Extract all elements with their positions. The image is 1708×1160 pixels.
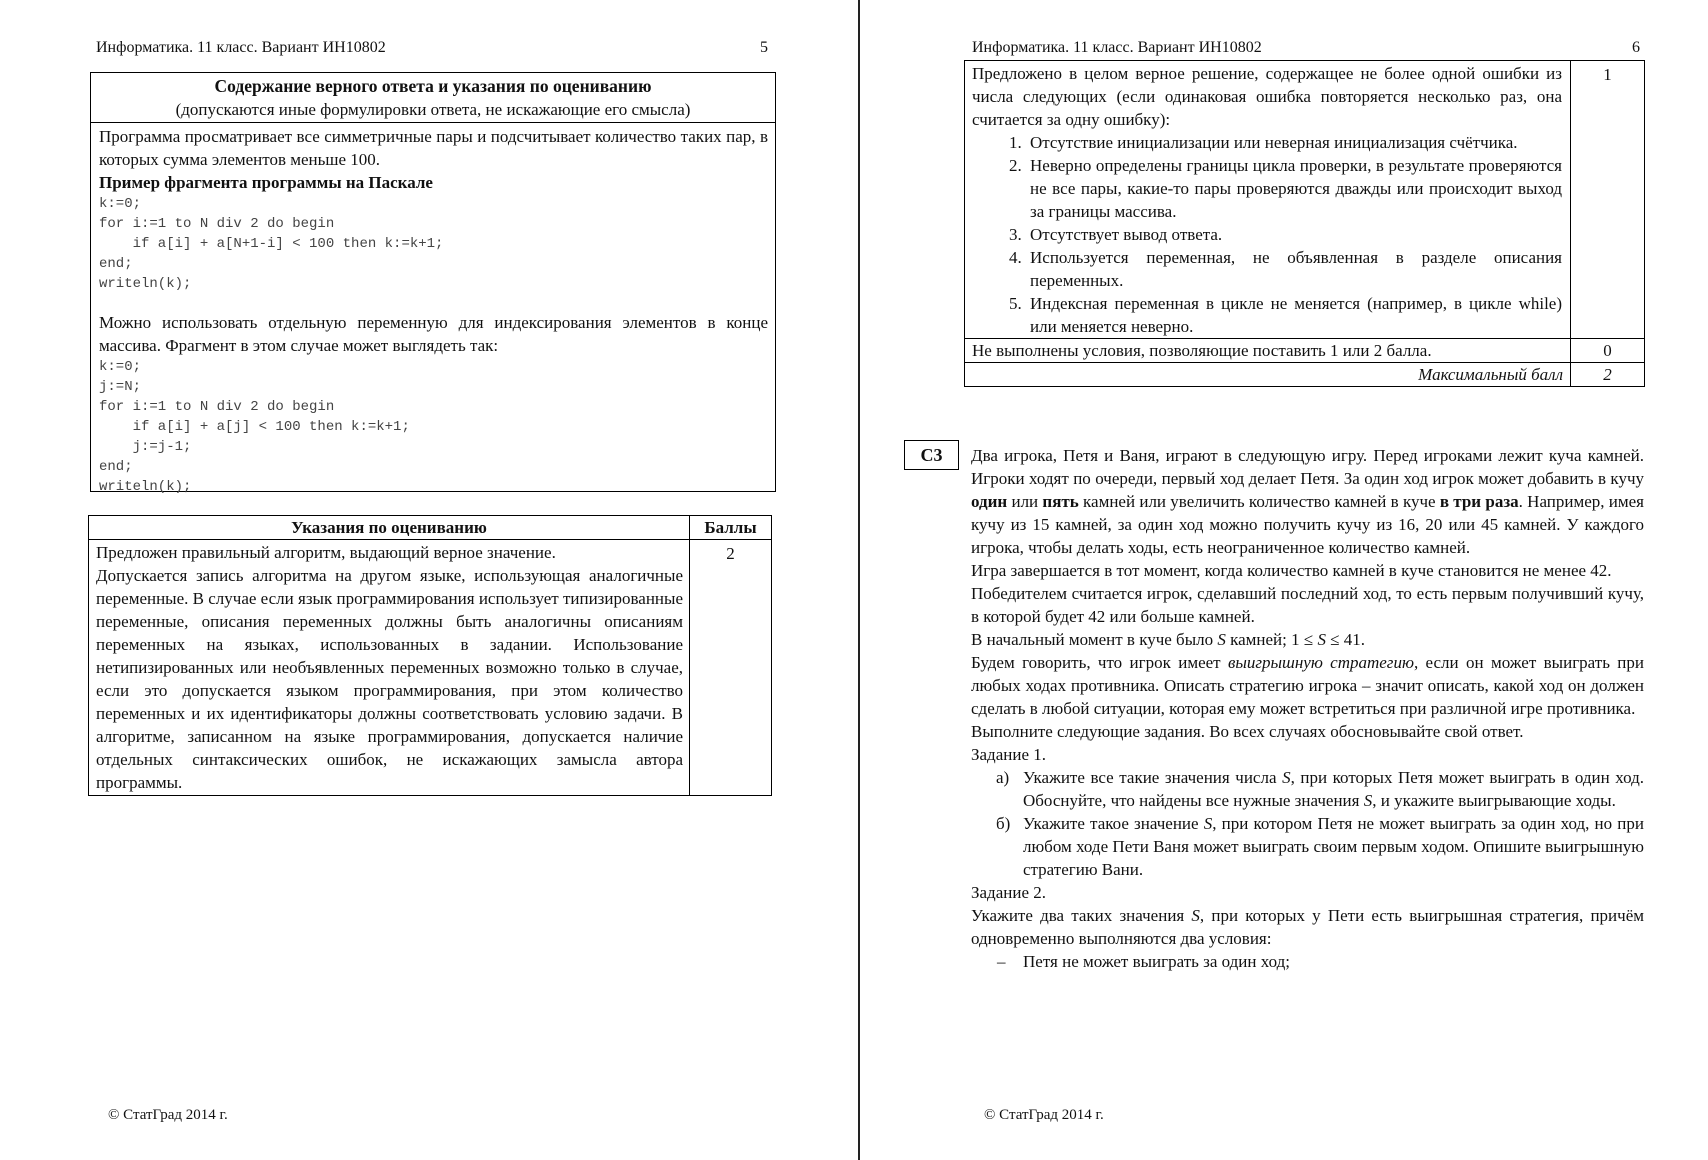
error-item: 2. Неверно определены границы цикла проверки, в результате проверяются не все пары, какие-то пары проверяются дважды или происходит выход за границы массива. xyxy=(1026,154,1562,223)
criteria-intro: Предложено в целом верное решение, содержащее не более одной ошибки из числа следующих (если одинаковая ошибка повторяется несколько раз, она считается за одну ошибку): xyxy=(972,64,1562,129)
task-c3-text xyxy=(971,444,1644,973)
c3-paragraph-3: Победителем считается игрок, сделавший последний ход, то есть первым получивший кучу, в которой будет 42 или больше камней. xyxy=(971,584,1644,626)
c3-paragraph-1: Два игрока, Петя и Ваня, играют в следующую игру. Перед игроками лежит куча камней. Игроки ходят по очереди, первый ход делает Петя. За один ход игрок может добавить в кучу один или пять камней или увеличить количество камней в куче в три раза. Например, имея кучу из 15 камней, за один ход можно получить кучу из 16, 20 или 45 камней. У каждого игрока, чтобы делать ходы, есть неограниченное количество камней. xyxy=(971,446,1645,557)
page-header xyxy=(972,36,1640,59)
alt-text: Можно использовать отдельную переменную для индексирования элементов в конце массива. Фрагмент в этом случае может выглядеть так: xyxy=(99,313,768,355)
answer-intro: Программа просматривает все симметричные пары и подсчитывает количество таких пар, в которых сумма элементов меньше 100. xyxy=(99,127,768,169)
code-fragment-2: k:=0; j:=N; for i:=1 to N div 2 do begin if a[i] + a[j] < 100 then k:=k+1; j:=j-1; end; writeln(k); xyxy=(99,359,410,495)
task2-condition: – Петя не может выиграть за один ход; xyxy=(1023,950,1644,973)
criteria-cell xyxy=(89,540,690,796)
error-item: 4. Используется переменная, не объявленная в разделе описания переменных. xyxy=(1026,246,1562,292)
criteria-text: Допускается запись алгоритма на другом языке, использующая аналогичные переменные. В случае если язык программирования использует типизированные переменные, описания переменных должны быть аналогичны описаниям переменных на языках, использованных в задании. Использование нетипизированных или необъявленных переменных возможно только в случае, если это допускается языком программирования, при этом количество переменных и их идентификаторы должны соответствовать условию задачи. В алгоритме, записанном на языке программирования, допускается наличие отдельных синтаксических ошибок, не искажающих замысла автора программы. xyxy=(96,566,683,792)
example-heading: Пример фрагмента программы на Паскале xyxy=(99,173,433,192)
criteria-table xyxy=(964,60,1645,387)
task1-list xyxy=(971,766,1644,881)
points-cell-1: 1 xyxy=(1571,61,1645,339)
footer: © СтатГрад 2014 г. xyxy=(984,1107,1104,1123)
col-criteria-header: Указания по оцениванию xyxy=(89,516,690,540)
task1-item-b: б) Укажите такое значение S, при котором Петя не может выиграть за один ход, но при любом ходе Пети Ваня может выиграть своим первым ходом. Опишите выигрышную стратегию Вани. xyxy=(996,814,1644,879)
header-title: Информатика. 11 класс. Вариант ИН10802 xyxy=(96,39,386,56)
criteria-cell-1 xyxy=(965,61,1571,339)
points-cell: 2 xyxy=(690,540,772,796)
criteria-line1: Предложен правильный алгоритм, выдающий верное значение. xyxy=(96,543,556,562)
task2-text: Укажите два таких значения S, при которых у Пети есть выигрышная стратегия, причём одновременно выполняются два условия: xyxy=(971,906,1645,948)
c3-paragraph-2: Игра завершается в тот момент, когда количество камней в куче становится не менее 42. xyxy=(971,561,1612,580)
criteria-cell-2: Не выполнены условия, позволяющие поставить 1 или 2 балла. xyxy=(965,339,1571,363)
task2-heading: Задание 2. xyxy=(971,883,1046,902)
task-label-c3: C3 xyxy=(904,440,959,470)
page-number: 6 xyxy=(1632,39,1640,56)
error-list xyxy=(972,131,1562,338)
task2-conditions xyxy=(971,950,1644,973)
header-title: Информатика. 11 класс. Вариант ИН10802 xyxy=(972,39,1262,56)
code-fragment-1: k:=0; for i:=1 to N div 2 do begin if a[i] + a[N+1-i] < 100 then k:=k+1; end; writeln(k); xyxy=(99,196,444,292)
answer-box xyxy=(90,72,776,495)
footer: © СтатГрад 2014 г. xyxy=(108,1107,228,1123)
c3-paragraph-6: Выполните следующие задания. Во всех случаях обосновывайте свой ответ. xyxy=(971,722,1524,741)
page-number: 5 xyxy=(760,39,768,56)
col-points-header: Баллы xyxy=(690,516,772,540)
error-item: 5. Индексная переменная в цикле не меняется (например, в цикле while) или меняется неверно. xyxy=(1026,292,1562,338)
max-score-label: Максимальный балл xyxy=(965,363,1571,387)
task1-heading: Задание 1. xyxy=(971,745,1046,764)
page-header xyxy=(96,36,768,59)
answer-box-subtitle: (допускаются иные формулировки ответа, не искажающие его смысла) xyxy=(91,98,775,123)
points-cell-2: 0 xyxy=(1571,339,1645,363)
error-item: 1. Отсутствие инициализации или неверная инициализация счётчика. xyxy=(1026,131,1562,154)
task1-item-a: а) Укажите все такие значения числа S, при которых Петя может выиграть в один ход. Обоснуйте, что найдены все нужные значения S, и укажите выигрывающие ходы. xyxy=(996,768,1644,810)
error-item: 3. Отсутствует вывод ответа. xyxy=(1026,223,1562,246)
answer-box-title: Содержание верного ответа и указания по оцениванию xyxy=(214,76,652,96)
c3-paragraph-5: Будем говорить, что игрок имеет выигрышную стратегию, если он может выиграть при любых ходах противника. Описать стратегию игрока – значит описать, какой ход он должен сделать в любой ситуации, которая ему может встретиться при различной игре противника. xyxy=(971,653,1645,718)
c3-paragraph-4: В начальный момент в куче было S камней; 1 ≤ S ≤ 41. xyxy=(971,630,1366,649)
right-page xyxy=(860,0,1708,1160)
max-score-value: 2 xyxy=(1571,363,1645,387)
scoring-table xyxy=(88,515,772,796)
